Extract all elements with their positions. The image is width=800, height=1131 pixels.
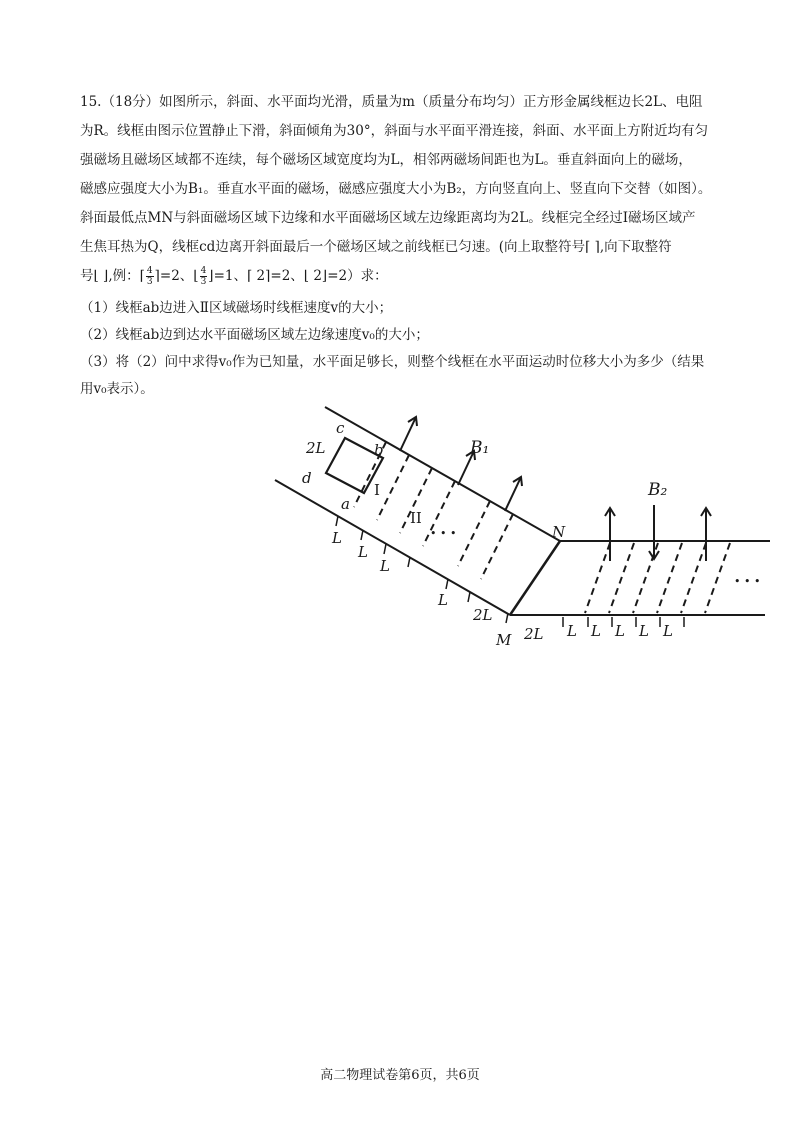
problem-15 bbox=[80, 88, 720, 403]
tick-mark bbox=[468, 592, 470, 602]
label-slope-L-3: L bbox=[380, 557, 390, 575]
tick-mark bbox=[408, 557, 410, 567]
label-flat-L-2: L bbox=[591, 622, 601, 640]
flat-field-dash bbox=[609, 543, 634, 613]
label-region-II: II bbox=[410, 509, 422, 527]
problem-line-5: 斜面最低点MN与斜面磁场区域下边缘和水平面磁场区域左边缘距离均为2L。线框完全经过Ⅰ磁场区域产 bbox=[80, 210, 696, 226]
slope-field-dash bbox=[377, 455, 409, 520]
B1-arrow bbox=[505, 477, 521, 511]
flat-field-dash bbox=[657, 543, 682, 613]
label-flat-L-3: L bbox=[615, 622, 625, 640]
fraction-numerator-2: 4 bbox=[200, 266, 207, 276]
label-region-I: I bbox=[374, 481, 380, 499]
problem-line-7 bbox=[80, 262, 720, 291]
label-slope-L-4: L bbox=[438, 591, 448, 609]
ceiling-example: 号⌊ ⌋,例：⌈ bbox=[80, 268, 145, 284]
slope-lower-line bbox=[275, 480, 510, 615]
label-side-2L: 2L bbox=[306, 439, 326, 457]
question-3: （3）将（2）问中求得v₀作为已知量，水平面足够长，则整个线框在水平面运动时位移大小为多少（结果 bbox=[80, 354, 705, 370]
fraction-denominator-2: 3 bbox=[200, 277, 207, 287]
problem-line-3: 强磁场且磁场区域都不连续，每个磁场区域宽度均为L，相邻两磁场间距也为L。垂直斜面向上的磁场， bbox=[80, 152, 692, 168]
MN-line bbox=[510, 541, 560, 615]
question-2: （2）线框ab边到达水平面磁场区域左边缘速度v₀的大小； bbox=[80, 327, 429, 343]
label-slope-2L: 2L bbox=[473, 606, 493, 624]
label-b: b bbox=[374, 441, 384, 459]
fraction-numerator: 4 bbox=[146, 266, 153, 276]
problem-line-4: 磁感应强度大小为B₁。垂直水平面的磁场，磁感应强度大小为B₂，方向竖直向上、竖直向下交替（如图）。 bbox=[80, 181, 712, 197]
problem-line-1 bbox=[80, 88, 720, 117]
tick-mark bbox=[384, 544, 386, 554]
label-M: M bbox=[496, 631, 512, 649]
question-list bbox=[80, 295, 720, 403]
floor-example: ⌉=2、⌊ bbox=[154, 268, 199, 284]
problem-line-2: 为R。线框由图示位置静止下滑，斜面倾角为30°，斜面与水平面平滑连接，斜面、水平面上方附近均有匀 bbox=[80, 123, 709, 139]
label-N: N bbox=[552, 523, 566, 541]
question-3-cont: 用v₀表示）。 bbox=[80, 381, 154, 397]
flat-field-dash bbox=[705, 543, 730, 613]
tick-mark bbox=[361, 530, 363, 540]
physics-diagram bbox=[270, 395, 770, 660]
problem-text-1: 如图所示，斜面、水平面均光滑，质量为m（质量分布均匀）正方形金属线框边长2L、电阻 bbox=[159, 94, 703, 110]
label-a: a bbox=[341, 495, 350, 513]
slope-field-dash bbox=[481, 514, 513, 579]
fraction-four-thirds-2 bbox=[200, 266, 208, 287]
question-1: （1）线框ab边进入Ⅱ区域磁场时线框速度v的大小； bbox=[80, 300, 393, 316]
rounding-examples: ⌋=1、⌈ 2⌉=2、⌊ 2⌋=2）求： bbox=[208, 268, 388, 284]
page-footer: 高二物理试卷第6页，共6页 bbox=[320, 1068, 480, 1083]
label-c: c bbox=[336, 419, 345, 437]
B1-arrow bbox=[400, 417, 416, 451]
problem-score: （18分） bbox=[101, 94, 160, 110]
tick-mark bbox=[506, 613, 508, 623]
flat-field-dash bbox=[681, 543, 706, 613]
flat-field-dash bbox=[585, 543, 610, 613]
slope-upper-line bbox=[325, 407, 560, 541]
fraction-four-thirds bbox=[146, 266, 154, 287]
label-flat-2L: 2L bbox=[524, 625, 544, 643]
label-flat-L-5: L bbox=[663, 622, 673, 640]
label-B2: B₂ bbox=[648, 480, 668, 500]
label-B1: B₁ bbox=[470, 438, 490, 458]
tick-mark bbox=[336, 516, 338, 526]
slope-field-dash bbox=[458, 501, 490, 566]
tick-mark bbox=[446, 579, 448, 589]
flat-ellipsis: • • • bbox=[734, 575, 761, 588]
label-slope-L-1: L bbox=[332, 529, 342, 547]
label-flat-L-4: L bbox=[639, 622, 649, 640]
label-slope-L-2: L bbox=[358, 543, 368, 561]
slope-ellipsis: • • • bbox=[430, 527, 457, 540]
label-flat-L-1: L bbox=[567, 622, 577, 640]
fraction-denominator: 3 bbox=[146, 277, 153, 287]
label-d: d bbox=[302, 469, 312, 487]
diagram-svg bbox=[270, 395, 770, 660]
problem-number: 15. bbox=[80, 94, 102, 110]
problem-line-6: 生焦耳热为Q，线框cd边离开斜面最后一个磁场区域之前线框已匀速。(向上取整符号⌈ ⌉,向下取整符 bbox=[80, 239, 672, 255]
